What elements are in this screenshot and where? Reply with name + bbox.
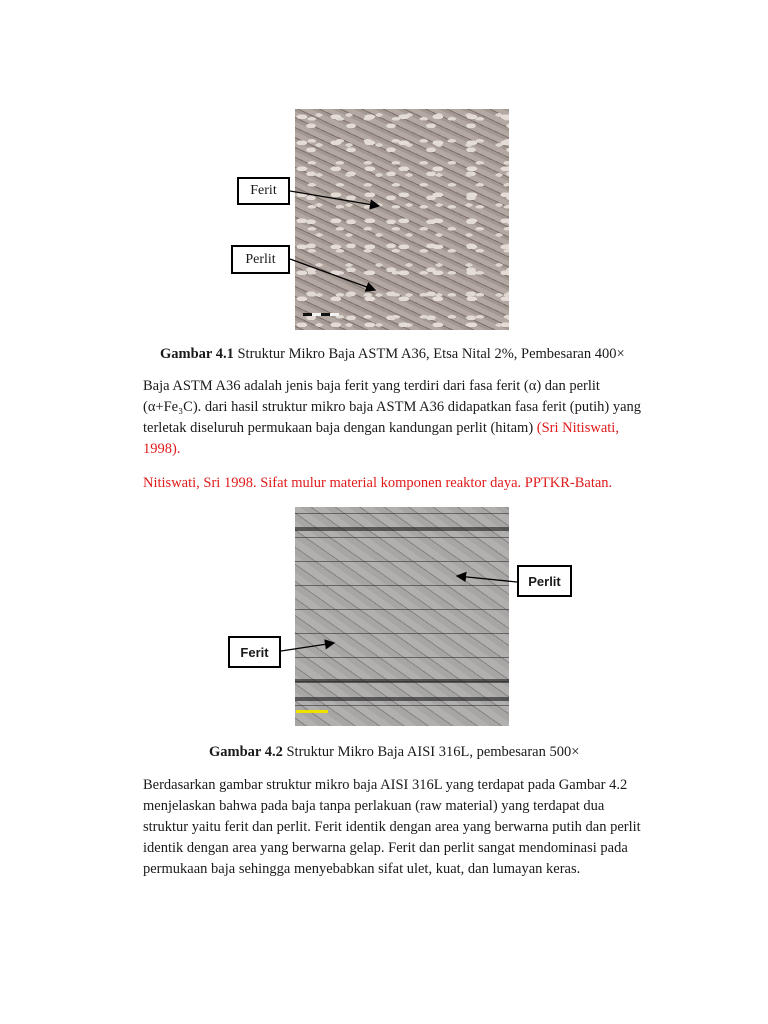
label-perlit-fig1-text: Perlit [245,251,276,267]
label-ferit-fig1-text: Ferit [250,183,277,198]
arrow-icon [457,576,517,582]
citation-end: . [176,441,181,457]
paragraph-aisi-316l: Berdasarkan gambar struktur mikro baja AISI 316L yang terdapat pada Gambar 4.2 menjelaskan bahwa pada baja tanpa perlakuan (raw material) yang terdapat dua struktur yaitu ferit dan perlit. Ferit identik dengan area yang berwarna putih dan perlit identik dengan area yang berwarna gelap. Ferit dan perlit sangat mendominasi pada permukaan baja sehingga menyebabkan sifat ulet, kuat, dan lumayan keras. [143,777,641,877]
paragraph-astm-a36-text: Baja ASTM A36 adalah jenis baja ferit yang terdiri dari fasa ferit (α) dan perlit (α+Fe₃C). dari hasil struktur mikro baja ASTM A36 didapatkan fasa ferit (putih) yang terletak diseluruh permukaan baja dengan kandungan perlit (hitam) [143,378,642,436]
label-ferit-fig2-text: Ferit [240,644,269,660]
caption-figure-1-number: Gambar 4.1 [160,346,234,362]
arrow-icon [290,191,379,206]
caption-figure-2-text: Struktur Mikro Baja AISI 316L, pembesaran 500× [282,744,580,760]
label-perlit-fig2-text: Perlit [528,573,561,589]
reference-nitiswati: Nitiswati, Sri 1998. Sifat mulur material komponen reaktor daya. PPTKR-Batan. [143,475,613,491]
arrow-icon [290,259,375,290]
caption-figure-1-text: Struktur Mikro Baja ASTM A36, Etsa Nital 2%, Pembesaran 400× [233,346,625,362]
caption-figure-2-number: Gambar 4.2 [209,744,283,760]
citation-nitiswati: (Sri Nitiswati, 1998) [143,420,619,457]
arrow-icon [281,643,334,651]
